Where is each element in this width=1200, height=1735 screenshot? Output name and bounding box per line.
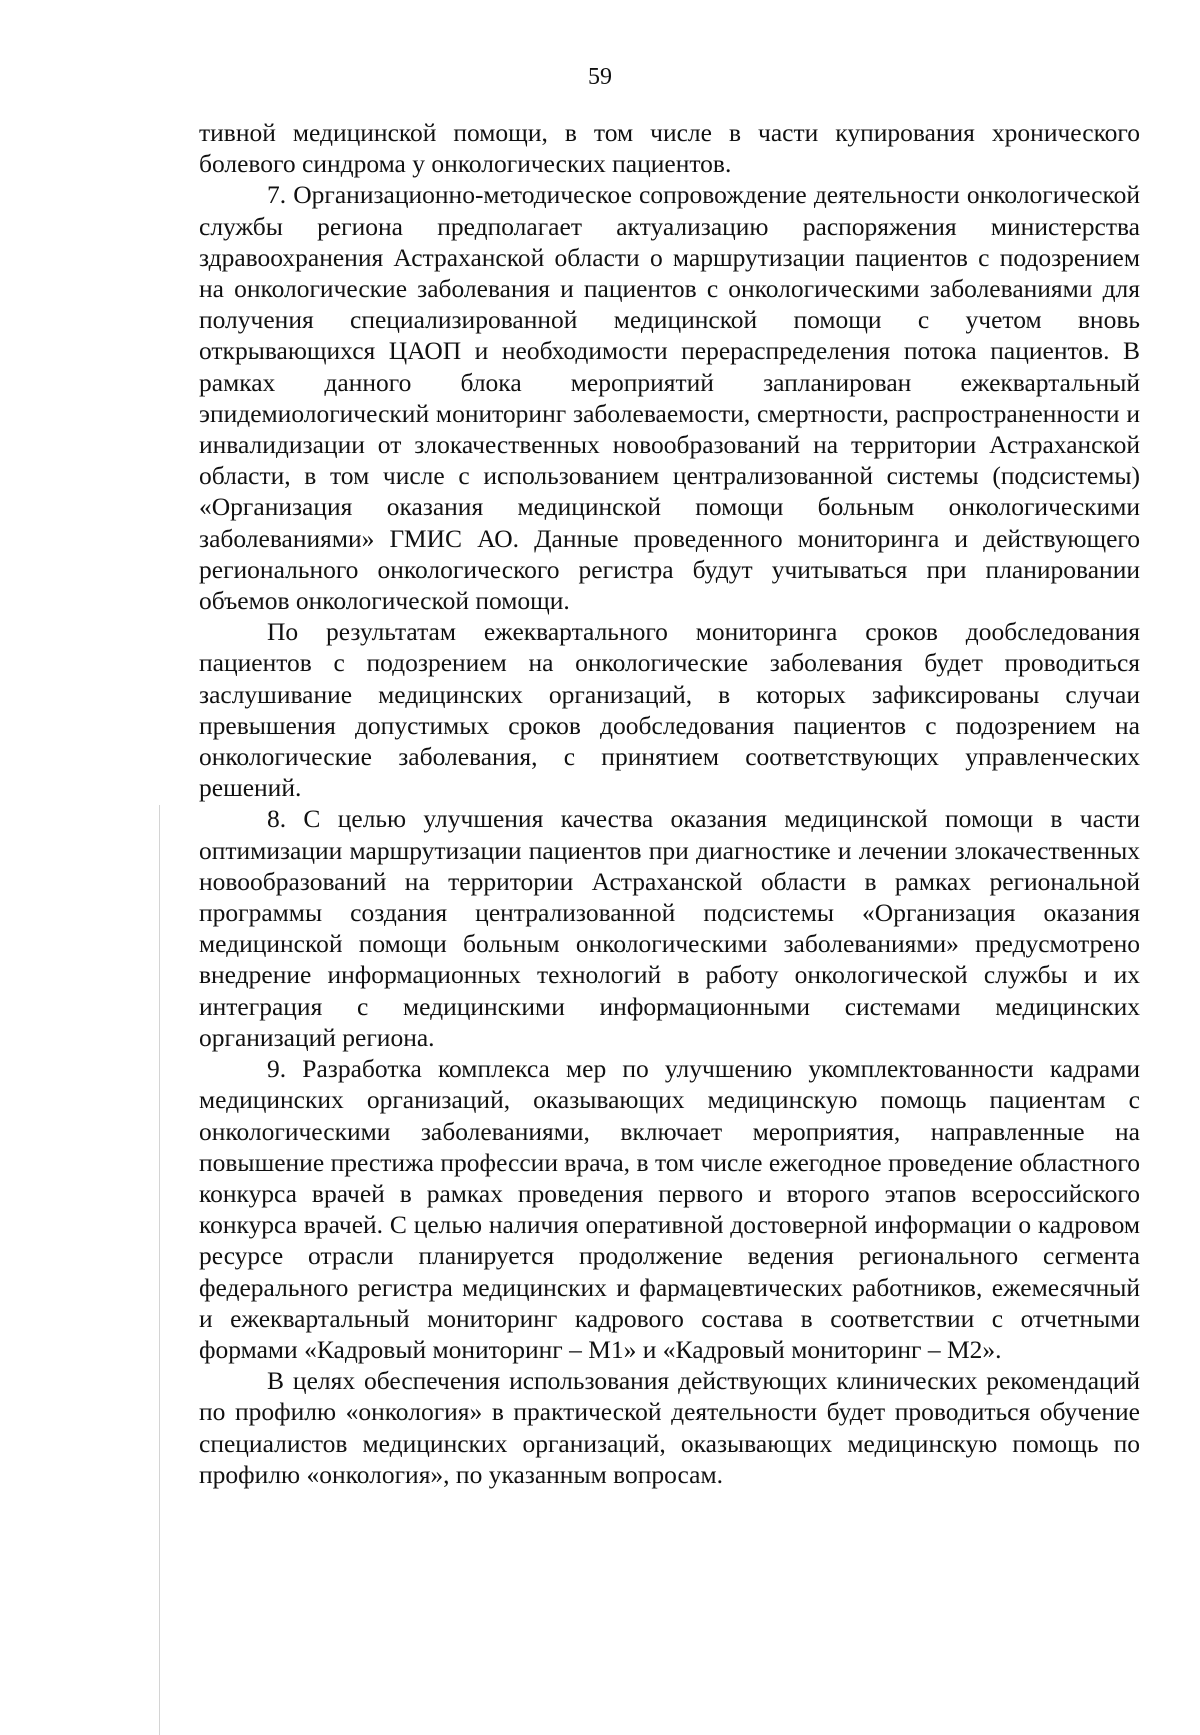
page-number: 59 bbox=[588, 64, 612, 90]
scan-margin-line bbox=[159, 805, 160, 1735]
document-body bbox=[199, 117, 1140, 1490]
paragraph-clinical-recommendations: В целях обеспечения использования действующих клинических рекомендаций по профилю «онкология» в практической деятельности будет проводиться обучение специалистов медицинских организаций, оказывающих медицинскую помощь по профилю «онкология», по указанным вопросам. bbox=[199, 1366, 1140, 1489]
paragraph-monitoring-results: По результатам ежеквартального мониторинга сроков дообследования пациентов с подозрением на онкологические заболевания будет проводиться заслушивание медицинских организаций, в которых зафиксированы случаи превышения допустимых сроков дообследования пациентов с подозрением на онкологические заболевания, с принятием соответствующих управленческих решений. bbox=[199, 617, 1140, 803]
paragraph-item-7: 7. Организационно-методическое сопровождение деятельности онкологической службы региона предполагает актуализацию распоряжения министерства здравоохранения Астраханской области о маршрутизации пациентов с подозрением на онкологические заболевания и пациентов с онкологическими заболеваниями для получения специализированной медицинской помощи с учетом вновь открывающихся ЦАОП и необходимости перераспределения потока пациентов. В рамках данного блока мероприятий запланирован ежеквартальный эпидемиологический мониторинг заболеваемости, смертности, распространенности и инвалидизации от злокачественных новообразований на территории Астраханской области, в том числе с использованием централизованной системы (подсистемы) «Организация оказания медицинской помощи больным онкологическими заболеваниями» ГМИС АО. Данные проведенного мониторинга и действующего регионального онкологического регистра будут учитываться при планировании объемов онкологической помощи. bbox=[199, 180, 1140, 616]
paragraph-item-9: 9. Разработка комплекса мер по улучшению укомплектованности кадрами медицинских организаций, оказывающих медицинскую помощь пациентам с онкологическими заболеваниями, включает мероприятия, направленные на повышение престижа профессии врача, в том числе ежегодное проведение областного конкурса врачей в рамках проведения первого и второго этапов всероссийского конкурса врачей. С целью наличия оперативной достоверной информации о кадровом ресурсе отрасли планируется продолжение ведения регионального сегмента федерального регистра медицинских и фармацевтических работников, ежемесячный и ежеквартальный мониторинг кадрового состава в соответствии с отчетными формами «Кадровый мониторинг – М1» и «Кадровый мониторинг – М2». bbox=[199, 1054, 1140, 1364]
paragraph-item-8: 8. С целью улучшения качества оказания медицинской помощи в части оптимизации маршрутизации пациентов при диагностике и лечении злокачественных новообразований на территории Астраханской области в рамках региональной программы создания централизованной подсистемы «Организация оказания медицинской помощи больным онкологическими заболеваниями» предусмотрено внедрение информационных технологий в работу онкологической службы и их интеграция с медицинскими информационными системами медицинских организаций региона. bbox=[199, 804, 1140, 1052]
paragraph-continuation: тивной медицинской помощи, в том числе в части купирования хронического болевого синдрома у онкологических пациентов. bbox=[199, 118, 1140, 179]
